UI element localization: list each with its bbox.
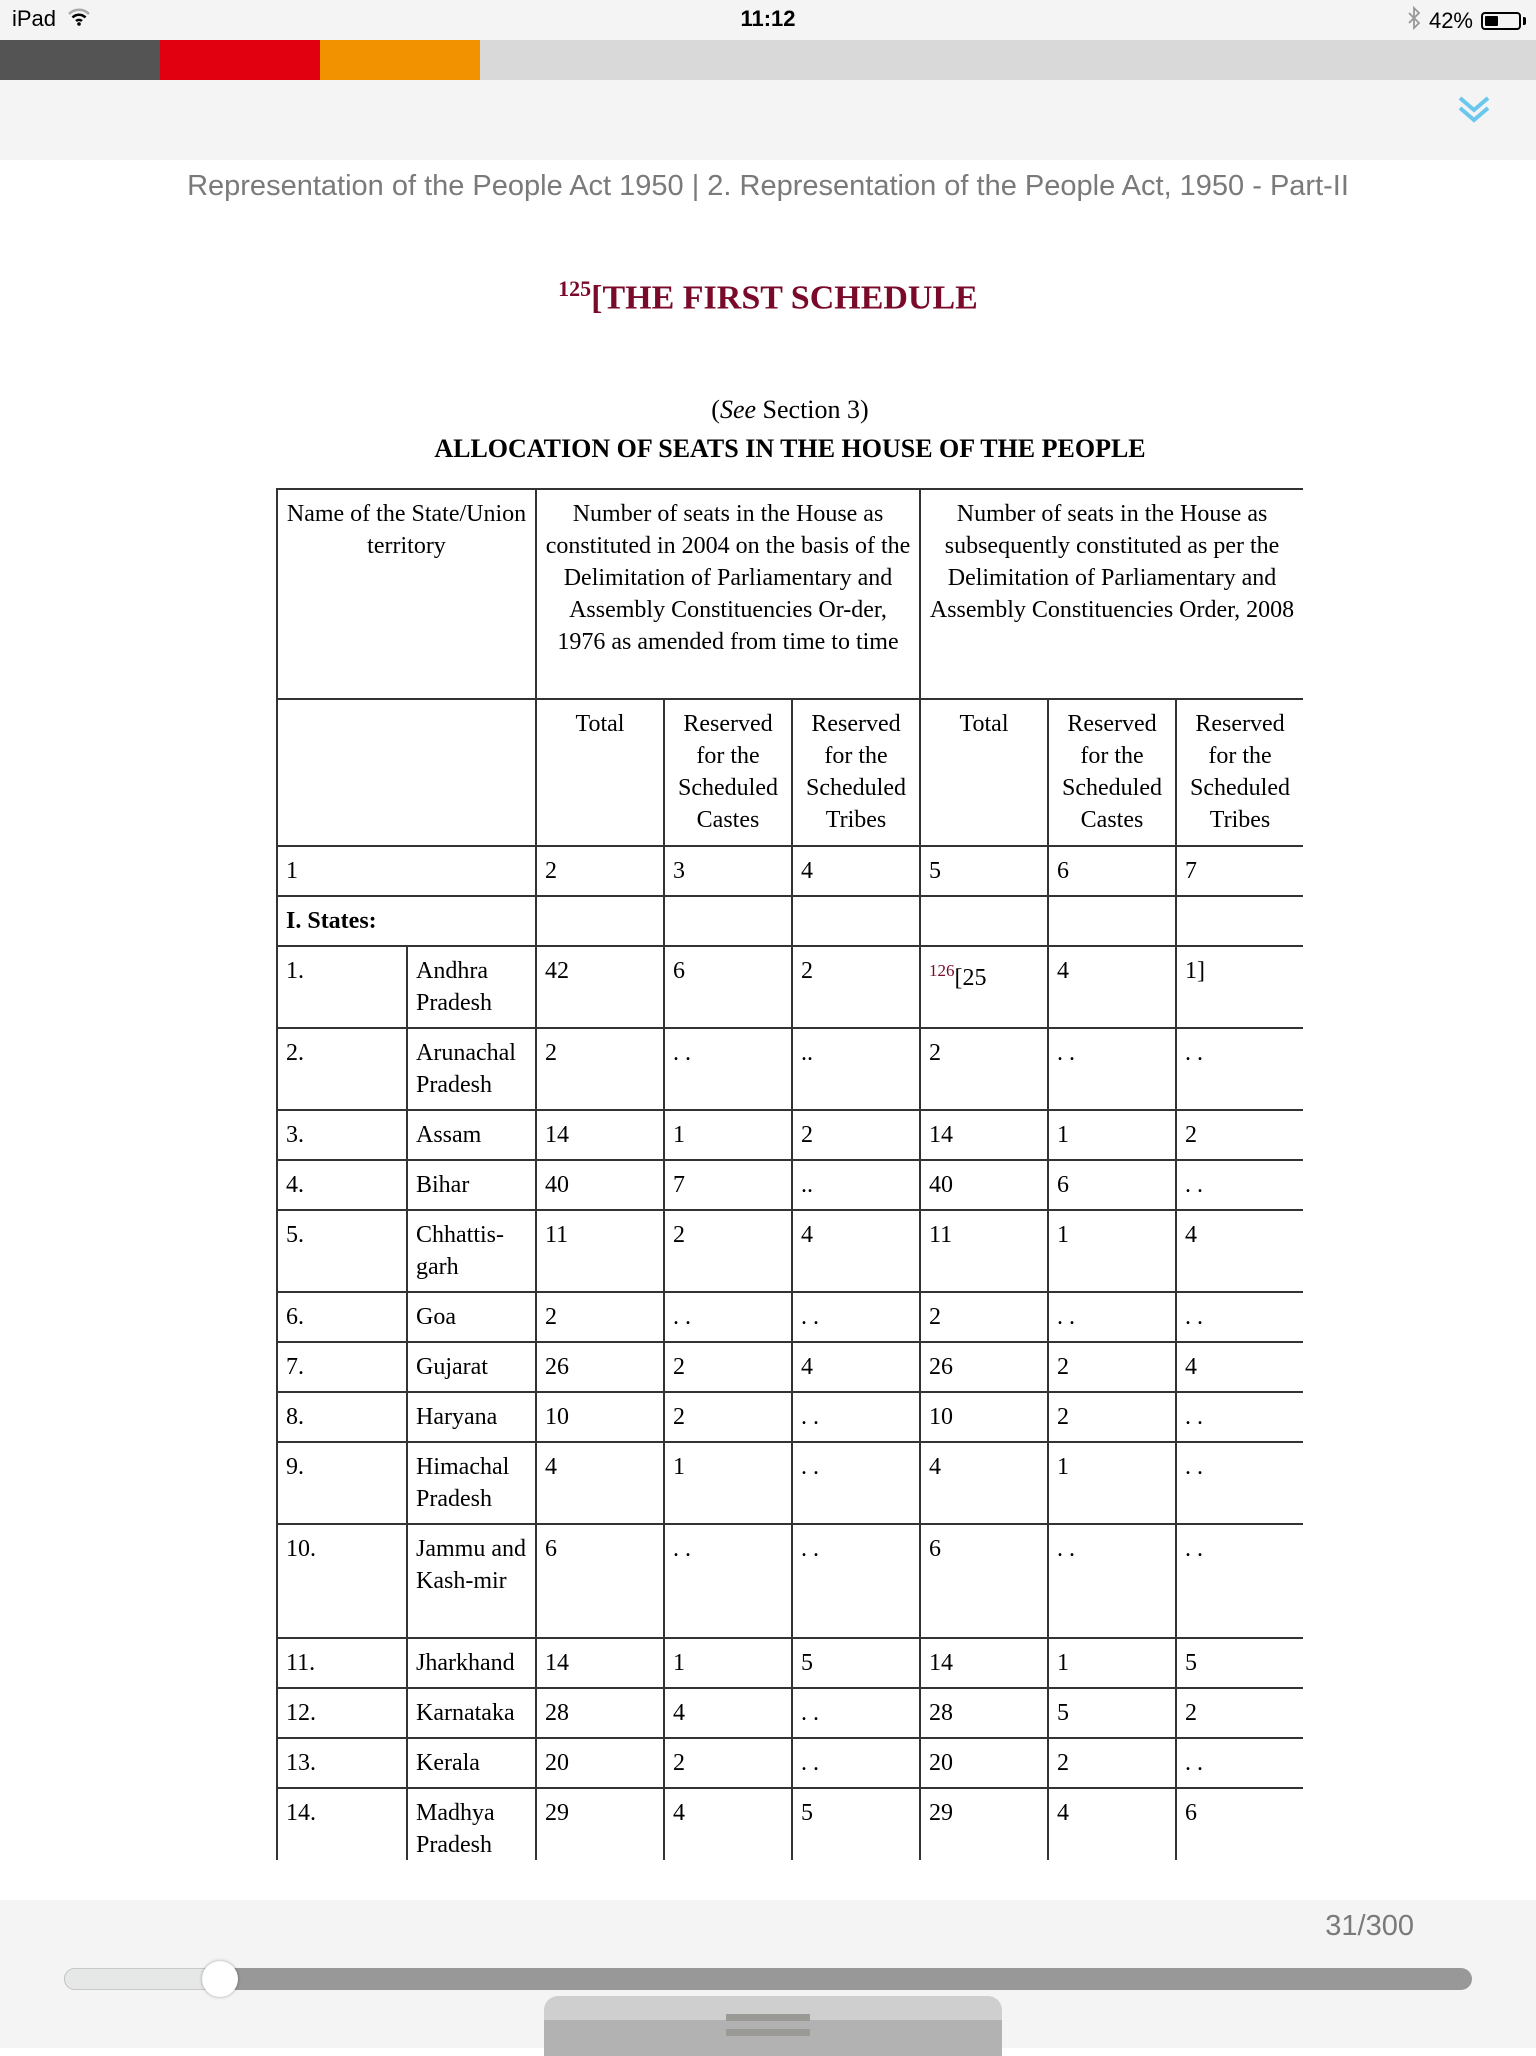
seat-value-cell: 5 [1176,1638,1303,1688]
handle-grip-line [726,2014,810,2021]
table-row [277,1210,1303,1292]
seat-value-cell: 2 [920,1292,1048,1342]
serial-number-cell: 10. [277,1524,407,1638]
seat-value-cell: . . [1176,1160,1303,1210]
state-name-cell: Jammu and Kash-mir [407,1524,536,1638]
table-row [277,1788,1303,1860]
table-row [277,1738,1303,1788]
seat-value-cell: 4 [920,1442,1048,1524]
seat-value-cell: 2 [1048,1342,1176,1392]
collapse-button[interactable] [1454,90,1494,130]
state-name-cell: Jharkhand [407,1638,536,1688]
seat-value-cell: 29 [536,1788,664,1860]
color-strip [0,40,1536,80]
color-block-red [160,40,320,80]
subheader-st-2008: Reserved for the Scheduled Tribes [1176,699,1303,846]
serial-number-cell: 4. [277,1160,407,1210]
column-number: 2 [536,846,664,896]
seat-allocation-table [276,488,1303,1860]
seat-value-cell: 5 [792,1638,920,1688]
serial-number-cell: 5. [277,1210,407,1292]
table-row [277,1292,1303,1342]
column-number: 3 [664,846,792,896]
seat-value-cell: 40 [536,1160,664,1210]
seat-value-cell: . . [1048,1292,1176,1342]
serial-number-cell: 12. [277,1688,407,1738]
seat-value-cell: . . [1048,1028,1176,1110]
seat-value-cell: 1 [1048,1638,1176,1688]
column-number: 7 [1176,846,1303,896]
seat-value-cell: 7 [664,1160,792,1210]
state-name-cell: Gujarat [407,1342,536,1392]
footnote-ref-125[interactable]: 125 [558,276,592,301]
column-number-row [277,846,1303,896]
table-row [277,1028,1303,1110]
empty-cell [536,896,664,946]
seat-value-cell: . . [664,1524,792,1638]
seat-value-cell: 11 [536,1210,664,1292]
seat-value-cell: 20 [536,1738,664,1788]
header-name: Name of the State/Union territory [277,489,536,699]
seat-value-cell: 28 [920,1688,1048,1738]
empty-cell [664,896,792,946]
section-label: I. States: [277,896,536,946]
double-chevron-down-icon [1454,117,1494,134]
seat-value-cell: 14 [920,1110,1048,1160]
allocation-heading: ALLOCATION OF SEATS IN THE HOUSE OF THE PEOPLE [434,434,1146,463]
seat-value-cell: 4 [664,1788,792,1860]
header-row-main [277,489,1303,699]
seat-value-cell: 2 [1048,1738,1176,1788]
empty-cell [920,896,1048,946]
seat-value-cell: 4 [536,1442,664,1524]
seat-value-cell: 6 [536,1524,664,1638]
seat-value-cell: 2 [792,1110,920,1160]
seat-value-cell: 6 [664,946,792,1028]
battery-level [1485,16,1498,26]
seat-value-cell: 2 [920,1028,1048,1110]
seat-value: [25 [954,965,987,991]
serial-number-cell: 1. [277,946,407,1028]
seat-value-cell: 1 [664,1110,792,1160]
seat-value-cell: 2 [536,1292,664,1342]
wifi-icon [68,6,90,32]
seat-value-cell: 6 [920,1524,1048,1638]
serial-number-cell: 14. [277,1788,407,1860]
column-number: 6 [1048,846,1176,896]
seat-value-cell: 2 [1048,1392,1176,1442]
battery-tip [1523,17,1526,25]
seat-value-cell: 4 [1176,1342,1303,1392]
empty-cell [1048,896,1176,946]
seat-value-cell: . . [664,1292,792,1342]
state-name-cell: Haryana [407,1392,536,1442]
seat-value-cell: 20 [920,1738,1048,1788]
seat-value-cell: . . [1176,1524,1303,1638]
section-row [277,896,1303,946]
seat-value-cell: 2 [664,1738,792,1788]
seat-value-cell: . . [792,1292,920,1342]
column-number: 4 [792,846,920,896]
seat-value-cell: 2 [792,946,920,1028]
table-row [277,1160,1303,1210]
empty-cell [1176,896,1303,946]
seat-value-cell: . . [664,1028,792,1110]
seat-value-cell: 5 [1048,1688,1176,1738]
serial-number-cell: 9. [277,1442,407,1524]
seat-value-cell: 2 [664,1392,792,1442]
table-row [277,1442,1303,1524]
subheader-total-2004: Total [536,699,664,846]
seat-value-cell: . . [792,1442,920,1524]
subheader-st-2004: Reserved for the Scheduled Tribes [792,699,920,846]
seat-value-cell: 42 [536,946,664,1028]
state-name-cell: Karnataka [407,1688,536,1738]
see-section-note [0,395,1536,425]
serial-number-cell: 2. [277,1028,407,1110]
seat-value-cell: 26 [536,1342,664,1392]
seat-value-cell: 5 [792,1788,920,1860]
seat-value-cell: . . [1176,1738,1303,1788]
seat-value-cell: . . [1176,1392,1303,1442]
empty-cell [792,896,920,946]
state-name-cell: Bihar [407,1160,536,1210]
seat-value-cell: 2 [536,1028,664,1110]
state-name-cell: Goa [407,1292,536,1342]
color-block-orange [320,40,480,80]
seat-value-cell: 1 [664,1638,792,1688]
table-row [277,1110,1303,1160]
seat-value-cell [920,946,1048,1028]
see-italic: See [719,395,757,424]
serial-number-cell: 7. [277,1342,407,1392]
seat-value-cell: . . [792,1524,920,1638]
seat-value-cell: 14 [920,1638,1048,1688]
seat-value-cell: . . [1176,1028,1303,1110]
seat-allocation-table-container [276,488,1303,1860]
seat-value-cell: 4 [1048,946,1176,1028]
serial-number-cell: 13. [277,1738,407,1788]
seat-value-cell: . . [1176,1292,1303,1342]
page-slider-thumb[interactable] [202,1961,238,1997]
state-name-cell: Madhya Pradesh [407,1788,536,1860]
state-name-cell: Assam [407,1110,536,1160]
page-indicator: 31/300 [1325,1910,1414,1942]
state-name-cell: Kerala [407,1738,536,1788]
table-row [277,1342,1303,1392]
header-row-sub [277,699,1303,846]
handle-grip-line [726,2029,810,2036]
seat-value-cell: 1 [1048,1210,1176,1292]
seat-value-cell: 28 [536,1688,664,1738]
seat-value-cell: 4 [1176,1210,1303,1292]
seat-value-cell: 6 [1176,1788,1303,1860]
status-right [1407,6,1526,36]
seat-value-cell: 10 [536,1392,664,1442]
table-row [277,1638,1303,1688]
seat-value-cell: 2 [1176,1688,1303,1738]
state-name-cell: Arunachal Pradesh [407,1028,536,1110]
seat-value-cell: 1 [1048,1110,1176,1160]
state-name-cell: Himachal Pradesh [407,1442,536,1524]
seat-value-cell: 1 [664,1442,792,1524]
subheader-sc-2008: Reserved for the Scheduled Castes [1048,699,1176,846]
device-name: iPad [12,6,57,31]
page-slider-track[interactable] [64,1968,1472,1990]
footnote-ref-126[interactable]: 126 [929,961,955,980]
seat-value-cell: 4 [792,1342,920,1392]
seat-value-cell: 11 [920,1210,1048,1292]
column-number: 5 [920,846,1048,896]
battery-percent: 42% [1428,8,1473,33]
color-block-dark [0,40,160,80]
status-time: 11:12 [740,6,796,31]
see-paren: ( [711,395,720,424]
seat-value-cell: 4 [1048,1788,1176,1860]
seat-value-cell: 14 [536,1110,664,1160]
seat-value-cell: . . [1176,1442,1303,1524]
seat-value-cell: 1] [1176,946,1303,1028]
header-2008: Number of seats in the House as subsequently constituted as per the Delimitation of Parliamentary and Assembly Constituencies Order, 2008 [920,489,1303,699]
seat-value-cell: 14 [536,1638,664,1688]
seat-value-cell: 26 [920,1342,1048,1392]
seat-value-cell: 1 [1048,1442,1176,1524]
seat-value-cell: 2 [664,1342,792,1392]
serial-number-cell: 3. [277,1110,407,1160]
seat-value-cell: .. [792,1028,920,1110]
seat-value-cell: . . [1048,1524,1176,1638]
schedule-title-text: [THE FIRST SCHEDULE [591,279,978,317]
subheader-sc-2004: Reserved for the Scheduled Castes [664,699,792,846]
table-row [277,1392,1303,1442]
column-number: 1 [277,846,536,896]
drawer-handle[interactable] [544,1996,1002,2056]
seat-value-cell: . . [792,1738,920,1788]
seat-value-cell: 10 [920,1392,1048,1442]
state-name-cell: Andhra Pradesh [407,946,536,1028]
table-row [277,1688,1303,1738]
status-left [12,6,90,32]
seat-value-cell: .. [792,1160,920,1210]
seat-value-cell: . . [792,1392,920,1442]
serial-number-cell: 11. [277,1638,407,1688]
seat-value-cell: 6 [1048,1160,1176,1210]
seat-value-cell: 4 [664,1688,792,1738]
breadcrumb: Representation of the People Act 1950 | 2. Representation of the People Act, 1950 - Part-II [187,170,1349,202]
state-name-cell: Chhattis-garh [407,1210,536,1292]
seat-value-cell: 4 [792,1210,920,1292]
seat-value-cell: 2 [664,1210,792,1292]
seat-value-cell: 40 [920,1160,1048,1210]
table-row [277,1524,1303,1638]
header-blank [277,699,536,846]
schedule-title [0,276,1536,317]
see-section-ref: Section 3) [756,395,869,424]
seat-value-cell: . . [792,1688,920,1738]
reader-toolbar [0,80,1536,160]
bluetooth-icon [1407,6,1421,36]
page-slider-fill [64,1968,220,1990]
seat-value-cell: 29 [920,1788,1048,1860]
page-navigation-bar [0,1900,1536,2048]
status-bar [0,0,1536,40]
battery-icon [1481,12,1521,30]
table-row [277,946,1303,1028]
header-2004: Number of seats in the House as constituted in 2004 on the basis of the Delimitation of Parliamentary and Assembly Constituencies Or-der, 1976 as amended from time to time [536,489,920,699]
serial-number-cell: 6. [277,1292,407,1342]
seat-value-cell: 2 [1176,1110,1303,1160]
serial-number-cell: 8. [277,1392,407,1442]
subheader-total-2008: Total [920,699,1048,846]
